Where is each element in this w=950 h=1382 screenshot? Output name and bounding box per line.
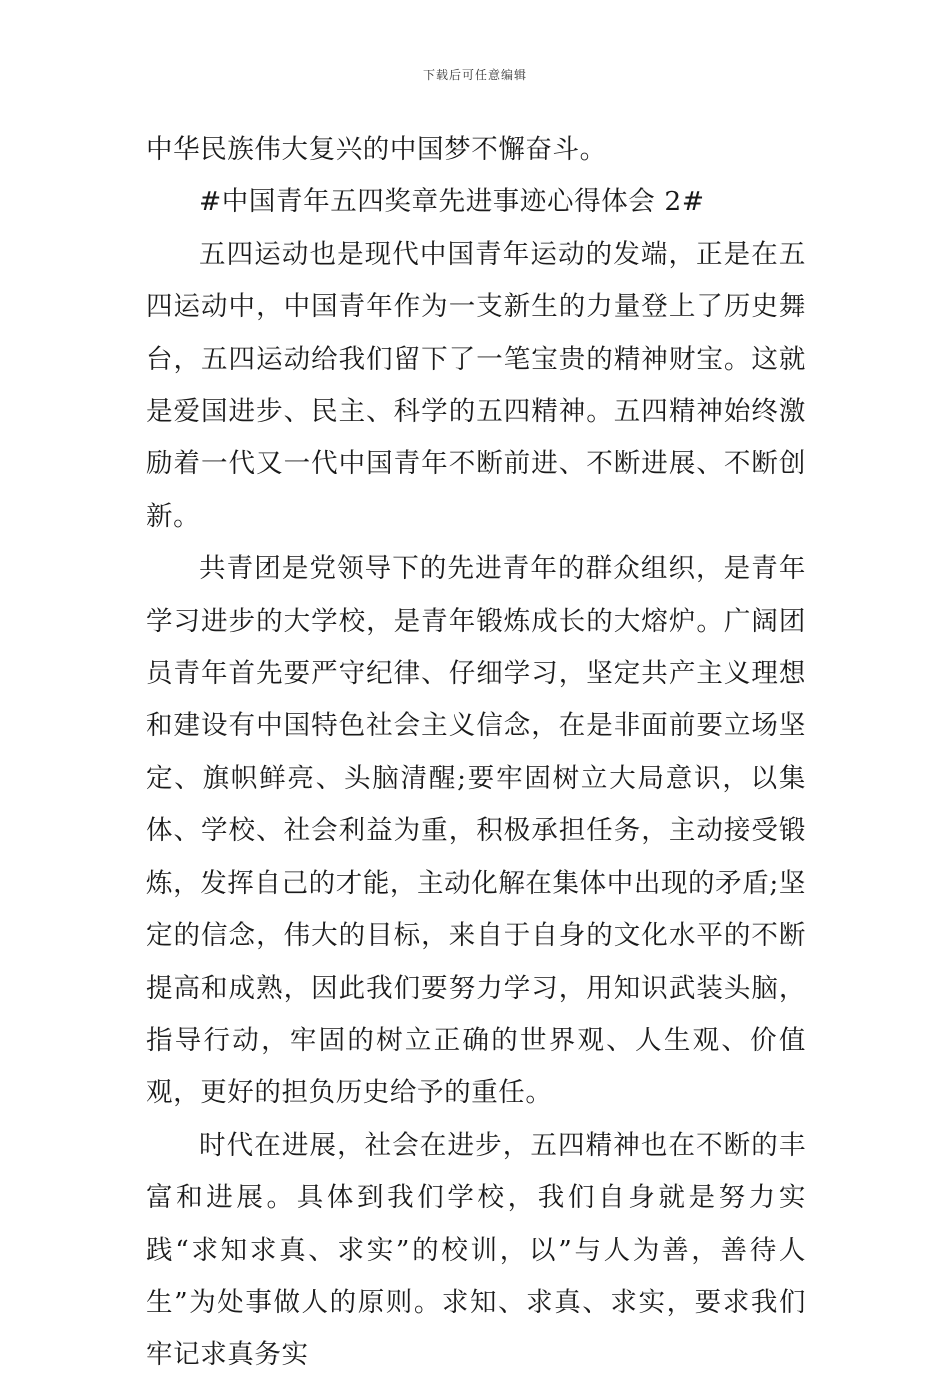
paragraph: 时代在进展，社会在进步，五四精神也在不断的丰富和进展。具体到我们学校，我们自身就是努力实践“求知求真、求实”的校训，以”与人为善，善待人生”为处事做人的原则。求知、求真、求实，要求我们牢记求真务实 <box>146 1129 806 1371</box>
header-note: 下载后可任意编辑 <box>422 68 527 82</box>
paragraph: 五四运动也是现代中国青年运动的发端，正是在五四运动中，中国青年作为一支新生的力量登上了历史舞台，五四运动给我们留下了一笔宝贵的精神财宝。这就是爱国进步、民主、科学的五四精神。五四精神始终激励着一代又一代中国青年不断前进、不断进展、不断创新。 <box>146 238 806 532</box>
paragraph-continuation: 中华民族伟大复兴的中国梦不懈奋斗。 <box>146 134 607 165</box>
paragraph: 共青团是党领导下的先进青年的群众组织，是青年学习进步的大学校，是青年锻炼成长的大熔炉。广阔团员青年首先要严守纪律、仔细学习，坚定共产主义理想和建设有中国特色社会主义信念，在是非面前要立场坚定、旗帜鲜亮、头脑清醒;要牢固树立大局意识，以集体、学校、社会利益为重，积极承担任务，主动接受锻炼，发挥自己的才能，主动化解在集体中出现的矛盾;坚定的信念，伟大的目标，来自于自身的文化水平的不断提高和成熟，因此我们要努力学习，用知识武装头脑，指导行动，牢固的树立正确的世界观、人生观、价值观，更好的担负历史给予的重任。 <box>146 553 806 1109</box>
section-heading: #中国青年五四奖章先进事迹心得体会 2# <box>199 186 705 218</box>
document-body <box>146 124 806 1382</box>
